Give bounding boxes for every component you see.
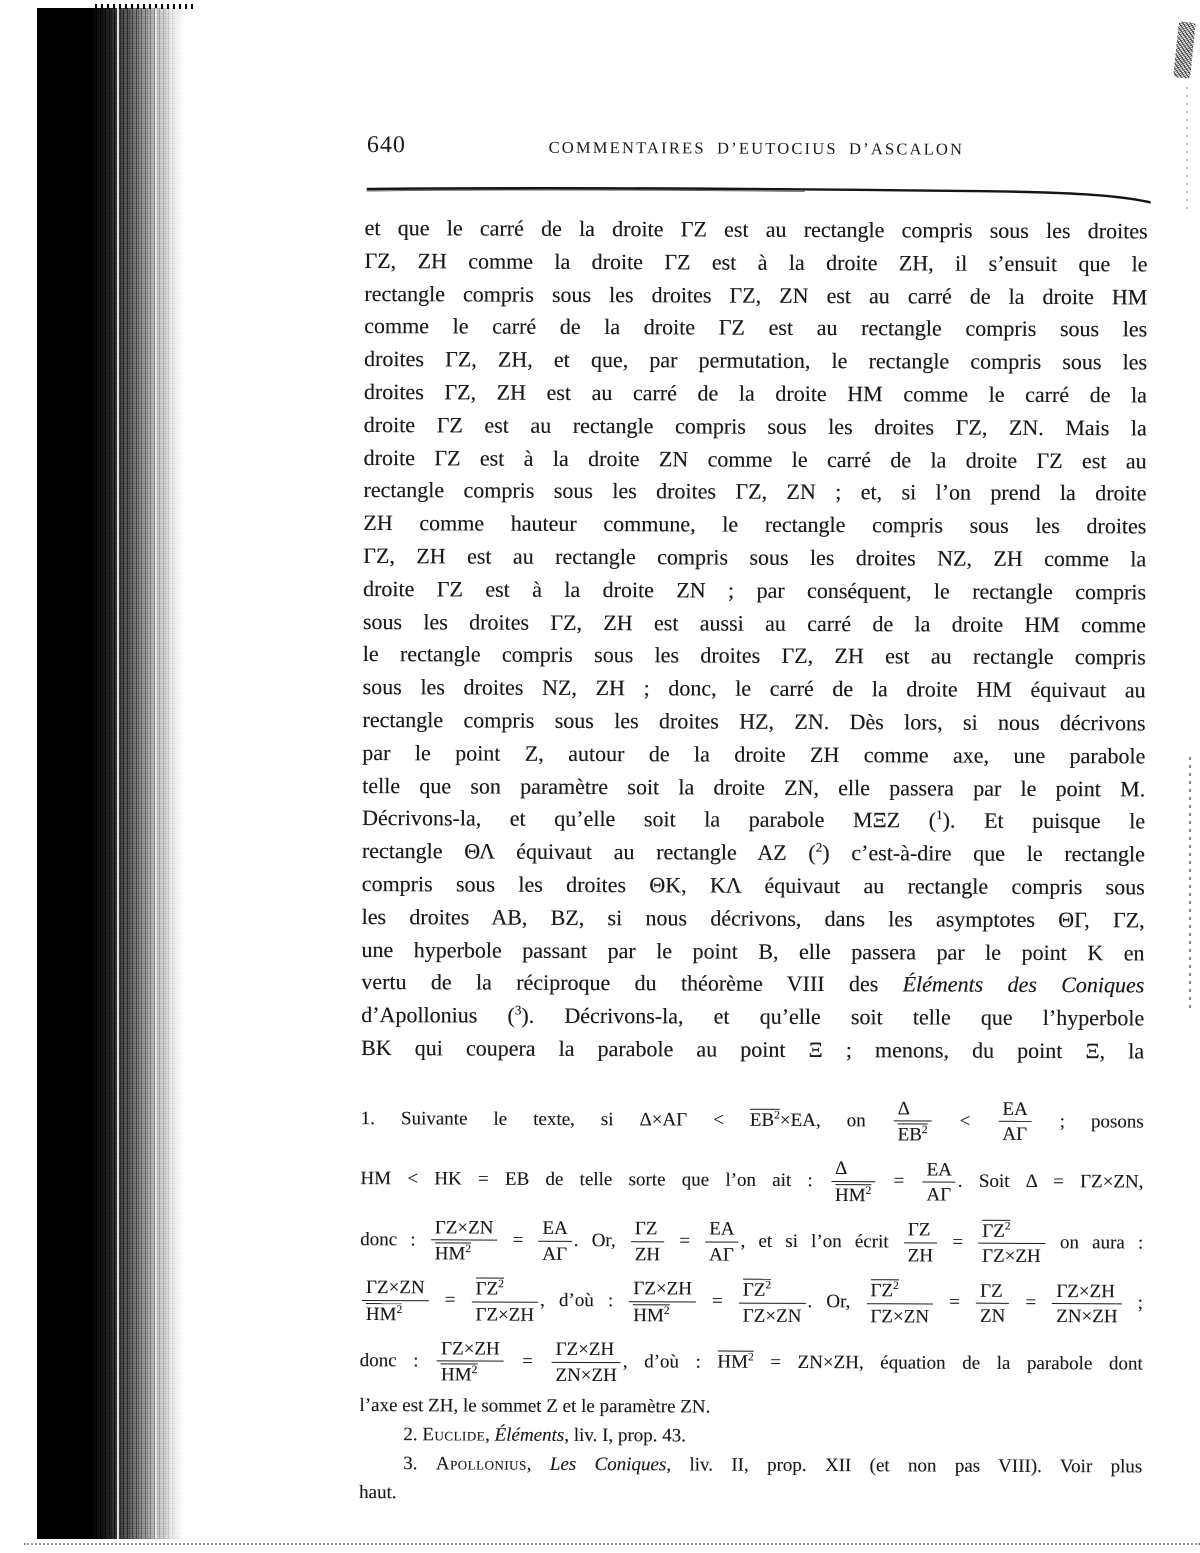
text-line: et que le carré de la droite ΓZ est au rectangle compris sous les droites	[364, 214, 1148, 244]
text-line: BK qui coupera la parabole au point Ξ ; menons, du point Ξ, la	[360, 1034, 1145, 1064]
header-rule	[365, 182, 1155, 205]
footnote-line: 2. Euclide, Éléments, liv. I, prop. 43.	[403, 1424, 687, 1447]
fraction: $\frac{\Gamma Z^2}{\Gamma Z\times ZH}$	[471, 1278, 538, 1326]
text-line: telle que son paramètre soit la droite ZN, elle passera par le point M.	[362, 772, 1146, 801]
fraction: $\frac{EA}{A\Gamma}$	[922, 1159, 956, 1206]
fraction: $\frac{\Gamma Z}{ZH}$	[904, 1220, 938, 1267]
text-line: droites ΓZ, ZH, et que, par permutation, le rectangle compris sous les	[363, 346, 1148, 375]
body-text	[361, 212, 1148, 1068]
bottom-dotted-line-artifact	[24, 1543, 1200, 1545]
text-line: les droites AB, BZ, si nous décrivons, dans les asymptotes ΘΓ, ΓZ,	[361, 903, 1145, 933]
footnote-line: donc : $\frac{\Gamma Z\times ZN}{HM^2}$ = $\frac{EA}{A\Gamma}$ . Or, $\frac{\Gamma Z}{ZH}$ = $\frac{EA}{A\Gamma}$ , et si l’on écrit $\frac{\Gamma Z}{ZH}$ = $\frac{\Gamma Z^2}{\Gamma Z\times ZH}$ on aura :	[360, 1217, 1144, 1268]
fraction: $\frac{\Gamma Z^2}{\Gamma Z\times ZH}$	[978, 1219, 1045, 1267]
gutter-crack	[155, 8, 157, 1539]
footnote-line: l’axe est ZH, le sommet Z et le paramètre ZN.	[359, 1395, 711, 1418]
text-line: ΓZ, ZH est au rectangle compris sous les droites NZ, ZH comme la	[363, 542, 1147, 572]
text-line: comme le carré de la droite ΓZ est au rectangle compris sous les	[364, 313, 1148, 342]
corner-smudge-tail	[1186, 84, 1188, 209]
fraction: $\frac{\Gamma Z}{ZN}$	[976, 1280, 1010, 1327]
footnote-line: haut.	[359, 1482, 397, 1504]
text-line: ZH comme hauteur commune, le rectangle compris sous les droites	[363, 510, 1147, 539]
fraction: $\frac{\Gamma Z^2}{\Gamma Z\times ZN}$	[866, 1280, 933, 1328]
gutter-crack	[117, 8, 119, 1539]
right-edge-dots-artifact	[1189, 753, 1191, 1008]
fraction: $\frac{\Gamma Z}{ZH}$	[631, 1218, 665, 1265]
gutter-grain	[37, 8, 185, 1539]
footnotes	[359, 1091, 1144, 1510]
fraction: $\frac{\Gamma Z\times ZN}{HM^2}$	[362, 1277, 429, 1325]
text-line: droite ΓZ est à la droite ZN comme le carré de la droite ΓZ est au	[363, 444, 1147, 473]
page-header	[365, 130, 1148, 185]
text-line: par le point Z, autour de la droite ZH comme axe, une parabole	[362, 739, 1146, 769]
scan-gutter-artifact	[37, 8, 185, 1539]
text-line: Décrivons-la, et qu’elle soit la parabole MΞZ ($^1$). Et puisque le	[361, 805, 1146, 834]
text-line: droite ΓZ est à la droite ZN ; par conséquent, le rectangle compris	[362, 575, 1147, 605]
fraction: $\frac{\Gamma Z\times ZH}{ZN\times ZH}$	[551, 1339, 621, 1386]
running-title: COMMENTAIRES D’EUTOCIUS D’ASCALON	[548, 137, 965, 159]
corner-smudge-artifact	[1173, 21, 1196, 78]
text-line: droite ΓZ est au rectangle compris sous les droites ΓZ, ZN. Mais la	[363, 411, 1147, 441]
fraction: $\frac{\Gamma Z\times ZH}{ZN\times ZH}$	[1052, 1281, 1122, 1328]
text-line: sous les droites NZ, ZH ; donc, le carré de la droite HM équivaut au	[362, 674, 1146, 703]
footnote-line: donc : $\frac{\Gamma Z\times ZH}{HM^2}$ = $\frac{\Gamma Z\times ZH}{ZN\times ZH}$ , d’où : $HM^2 = ZN\times ZH$, équation de la parabole dont	[359, 1338, 1143, 1386]
text-line: rectangle compris sous les droites ΓZ, ZN ; et, si l’on prend la droite	[363, 477, 1147, 506]
text-line: rectangle ΘΛ équivaut au rectangle AZ ($^2$) c’est-à-dire que le rectangle	[361, 838, 1145, 867]
text-line: d’Apollonius ($^3$). Décrivons-la, et qu’elle soit telle que l’hyperbole	[361, 1002, 1145, 1031]
text-line: le rectangle compris sous les droites ΓZ, ZH est au rectangle compris	[362, 641, 1146, 670]
fraction: $\frac{\Delta}{EB^2}$	[893, 1098, 931, 1146]
footnote-line: $\frac{\Gamma Z\times ZN}{HM^2}$ = $\frac{\Gamma Z^2}{\Gamma Z\times ZH}$ , d’où : $\frac{\Gamma Z\times ZH}{HM^2}$ = $\frac{\Gamma Z^2}{\Gamma Z\times ZN}$ . Or, $\frac{\Gamma Z^2}{\Gamma Z\times ZN}$ = $\frac{\Gamma Z}{ZN}$ = $\frac{\Gamma Z\times ZH}{ZN\times ZH}$ ;	[360, 1272, 1143, 1333]
fraction: $\frac{\Gamma Z^2}{\Gamma Z\times ZN}$	[739, 1279, 806, 1327]
page-number: 640	[366, 132, 406, 159]
fraction: $\frac{\Gamma Z\times ZH}{HM^2}$	[629, 1278, 696, 1326]
fraction: $\frac{\Gamma Z\times ZH}{HM^2}$	[437, 1338, 504, 1386]
fraction: $\frac{\Delta}{HM^2}$	[831, 1158, 876, 1206]
text-line: rectangle compris sous les droites ΓZ, ZN est au carré de la droite HM	[364, 280, 1148, 310]
text-line: rectangle compris sous les droites HZ, ZN. Dès lors, si nous décrivons	[362, 706, 1146, 736]
fraction: $\frac{EA}{A\Gamma}$	[998, 1099, 1032, 1146]
text-line: ΓZ, ZH comme la droite ΓZ est à la droite ZH, il s’ensuit que le	[364, 247, 1148, 277]
fraction: $\frac{EA}{A\Gamma}$	[538, 1218, 572, 1265]
text-line: vertu de la réciproque du théorème VIII des Éléments des Coniques	[361, 969, 1145, 998]
page-content	[359, 130, 1148, 1513]
fraction: $\frac{EA}{A\Gamma}$	[705, 1219, 739, 1266]
gutter-crack	[171, 8, 172, 1539]
text-line: une hyperbole passant par le point B, elle passera par le point K en	[361, 936, 1145, 965]
footnote-line: 1. Suivante le texte, si $\Delta\times A\Gamma < EB^2\times EA$, on $\frac{\Delta}{EB^2}$ < $\frac{EA}{A\Gamma}$ ; posons	[360, 1098, 1144, 1146]
footnote-line: 3. Apollonius, Les Coniques, liv. II, prop. XII (et non pas VIII). Voir plus	[403, 1453, 1143, 1478]
text-line: droites ΓZ, ZH est au carré de la droite HM comme le carré de la	[363, 378, 1147, 408]
text-line: compris sous les droites ΘK, KΛ équivaut au rectangle compris sous	[361, 870, 1145, 900]
fraction: $\frac{\Gamma Z\times ZN}{HM^2}$	[431, 1217, 498, 1265]
footnote-line: HM < HK = EB de telle sorte que l’on ait : $\frac{\Delta}{HM^2}$ = $\frac{EA}{A\Gamma}$ . Soit Δ = ΓZ×ZN,	[360, 1158, 1144, 1206]
text-line: sous les droites ΓZ, ZH est aussi au carré de la droite HM comme	[362, 608, 1146, 637]
